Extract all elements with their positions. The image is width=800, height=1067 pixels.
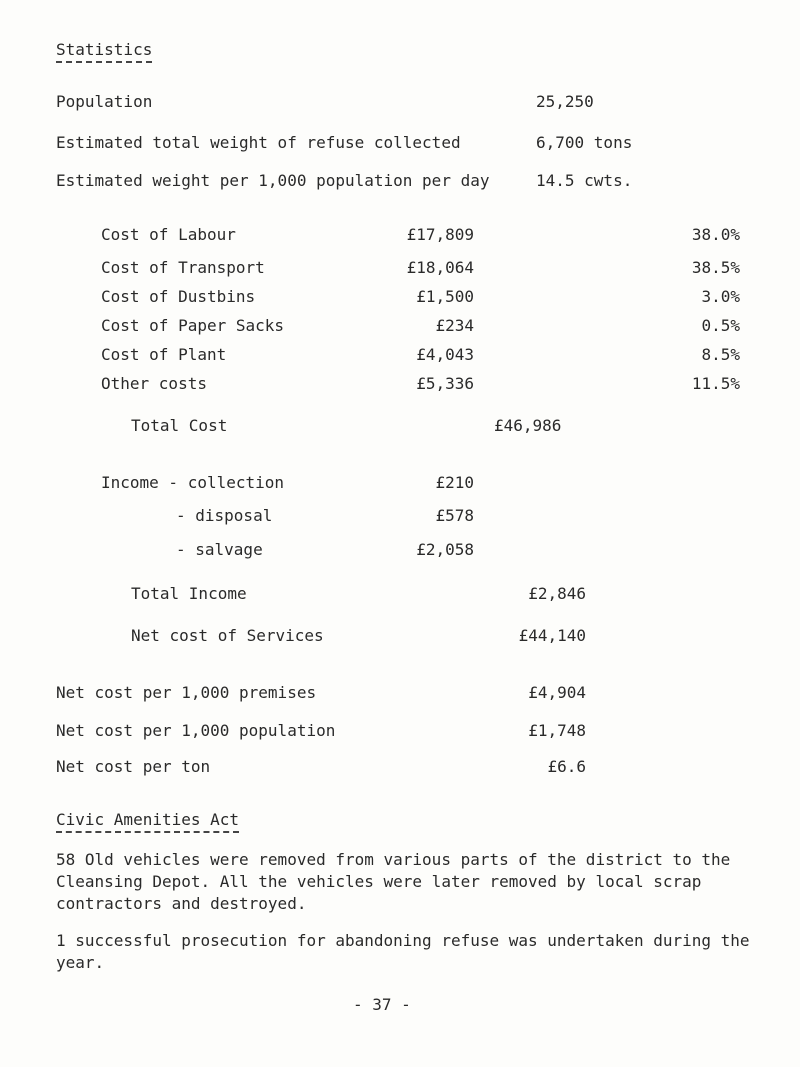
total-income-value: £2,846 [528, 584, 586, 603]
page-number: - 37 - [353, 995, 411, 1014]
cost-label: Cost of Transport [101, 258, 265, 277]
page-heading: Statistics [56, 40, 152, 63]
weight-per-population-label: Estimated weight per 1,000 population per day [56, 171, 490, 190]
net-cost-premises-label: Net cost per 1,000 premises [56, 683, 317, 702]
cost-label: Cost of Labour [101, 225, 236, 244]
income-salvage-label: - salvage [176, 540, 263, 559]
income-collection-label: Income - collection [101, 473, 285, 492]
cost-amount: £17,809 [406, 225, 474, 244]
net-cost-ton-label: Net cost per ton [56, 757, 211, 776]
population-label: Population [56, 92, 153, 111]
cost-amount: £18,064 [406, 258, 474, 277]
civic-paragraph-prosecution: 1 successful prosecution for abandoning refuse was undertaken during the year. [56, 931, 750, 972]
cost-label: Cost of Plant [101, 345, 227, 364]
cost-amount: £234 [435, 316, 474, 335]
cost-percent: 8.5% [701, 345, 740, 364]
net-cost-services-label: Net cost of Services [131, 626, 324, 645]
refuse-weight-value: 6,700 tons [536, 133, 633, 152]
net-cost-ton-value: £6.6 [547, 757, 586, 776]
cost-amount: £4,043 [416, 345, 474, 364]
cost-percent: 3.0% [701, 287, 740, 306]
cost-percent: 38.0% [691, 225, 740, 244]
income-amount: £2,058 [416, 540, 474, 559]
net-cost-premises-value: £4,904 [528, 683, 586, 702]
total-cost-value: £46,986 [494, 416, 562, 435]
income-disposal-label: - disposal [176, 506, 273, 525]
cost-percent: 11.5% [691, 374, 740, 393]
total-income-label: Total Income [131, 584, 247, 603]
civic-amenities-heading: Civic Amenities Act [56, 810, 239, 833]
cost-label: Cost of Paper Sacks [101, 316, 285, 335]
net-cost-services-value: £44,140 [518, 626, 586, 645]
net-cost-population-value: £1,748 [528, 721, 586, 740]
cost-label: Cost of Dustbins [101, 287, 256, 306]
population-value: 25,250 [536, 92, 594, 111]
refuse-weight-label: Estimated total weight of refuse collected [56, 133, 461, 152]
cost-amount: £1,500 [416, 287, 474, 306]
cost-percent: 0.5% [701, 316, 740, 335]
income-amount: £210 [435, 473, 474, 492]
net-cost-population-label: Net cost per 1,000 population [56, 721, 336, 740]
civic-paragraph-vehicles: 58 Old vehicles were removed from various parts of the district to the Cleansing Depot. All the vehicles were later removed by local scrap contractors and destroyed. [56, 850, 731, 913]
income-amount: £578 [435, 506, 474, 525]
total-cost-label: Total Cost [131, 416, 228, 435]
weight-per-population-value: 14.5 cwts. [536, 171, 633, 190]
cost-label: Other costs [101, 374, 207, 393]
cost-amount: £5,336 [416, 374, 474, 393]
cost-percent: 38.5% [691, 258, 740, 277]
